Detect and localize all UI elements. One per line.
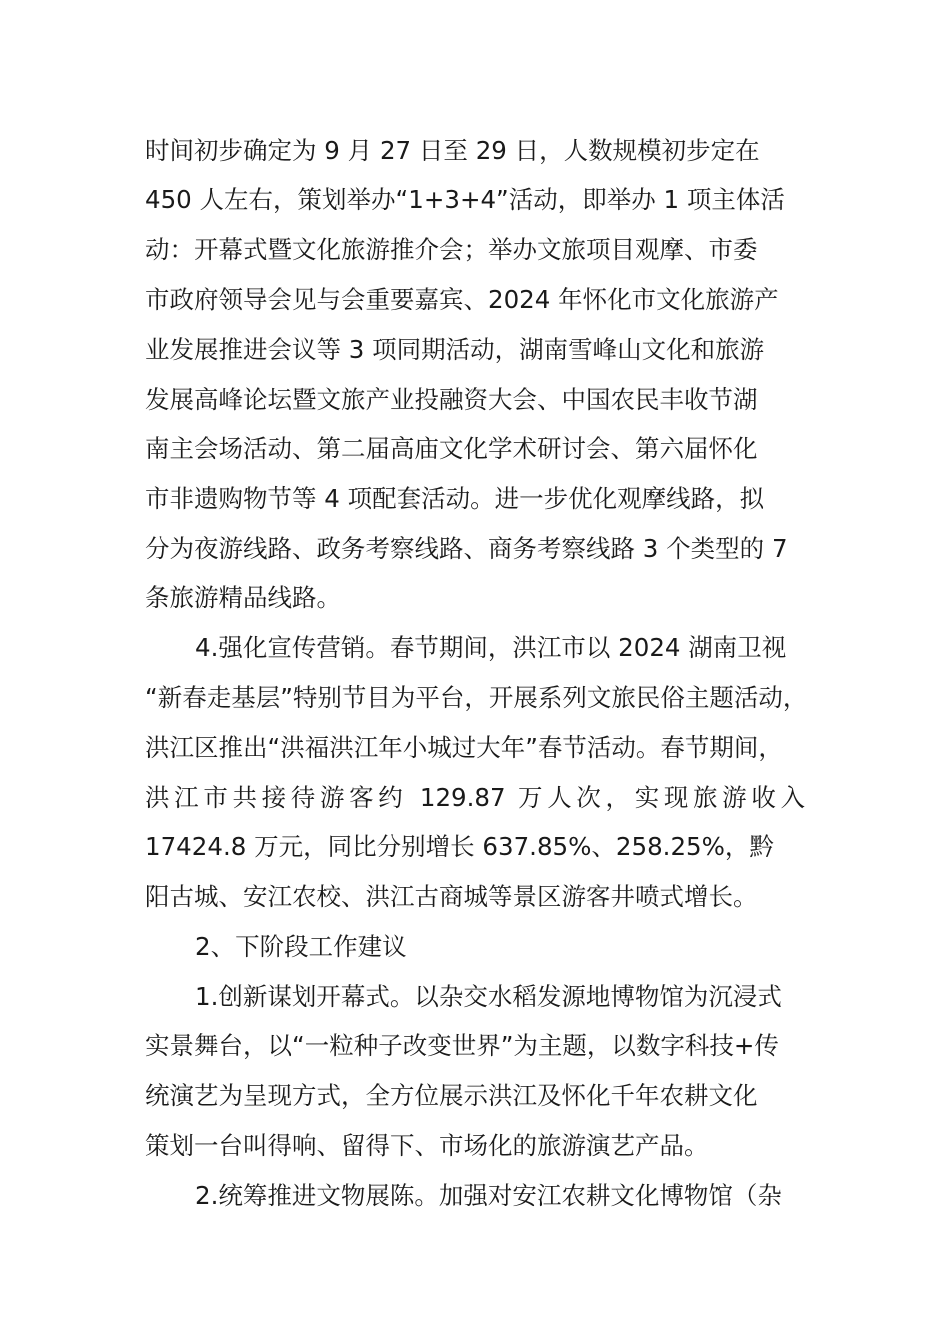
paragraph-heading-1: 1.创新谋划开幕式。以杂交水稻发源地博物馆为沉浸式 bbox=[195, 982, 782, 1011]
text-line: 业发展推进会议等 3 项同期活动，湖南雪峰山文化和旅游 bbox=[145, 335, 765, 364]
text-line: 洪江市共接待游客约 129.87 万人次，实现旅游收入 bbox=[145, 783, 805, 812]
text-line: 450 人左右，策划举办“1+3+4”活动，即举办 1 项主体活 bbox=[145, 185, 785, 214]
text-line: 统演艺为呈现方式，全方位展示洪江及怀化千年农耕文化 bbox=[145, 1081, 758, 1110]
text-line: 17424.8 万元，同比分别增长 637.85%、258.25%，黔 bbox=[145, 832, 774, 861]
text-line: 市非遗购物节等 4 项配套活动。进一步优化观摩线路，拟 bbox=[145, 484, 765, 513]
text-line: 条旅游精品线路。 bbox=[145, 583, 341, 612]
text-line: 实景舞台，以“一粒种子改变世界”为主题，以数字科技+传 bbox=[145, 1031, 779, 1060]
section-heading: 2、下阶段工作建议 bbox=[195, 932, 407, 961]
paragraph-heading-2: 2.统筹推进文物展陈。加强对安江农耕文化博物馆（杂 bbox=[195, 1181, 782, 1210]
text-line: “新春走基层”特别节目为平台，开展系列文旅民俗主题活动， bbox=[145, 683, 808, 712]
text-line: 时间初步确定为 9 月 27 日至 29 日，人数规模初步定在 bbox=[145, 136, 760, 165]
text-line: 动：开幕式暨文化旅游推介会；举办文旅项目观摩、市委 bbox=[145, 235, 758, 264]
text-line: 南主会场活动、第二届高庙文化学术研讨会、第六届怀化 bbox=[145, 434, 758, 463]
text-line: 洪江区推出“洪福洪江年小城过大年”春节活动。春节期间， bbox=[145, 733, 783, 762]
text-line: 策划一台叫得响、留得下、市场化的旅游演艺产品。 bbox=[145, 1131, 709, 1160]
paragraph-heading-4: 4.强化宣传营销。春节期间，洪江市以 2024 湖南卫视 bbox=[195, 633, 787, 662]
text-line: 阳古城、安江农校、洪江古商城等景区游客井喷式增长。 bbox=[145, 882, 758, 911]
text-line: 发展高峰论坛暨文旅产业投融资大会、中国农民丰收节湖 bbox=[145, 385, 758, 414]
text-line: 市政府领导会见与会重要嘉宾、2024 年怀化市文化旅游产 bbox=[145, 285, 779, 314]
text-line: 分为夜游线路、政务考察线路、商务考察线路 3 个类型的 7 bbox=[145, 534, 788, 563]
